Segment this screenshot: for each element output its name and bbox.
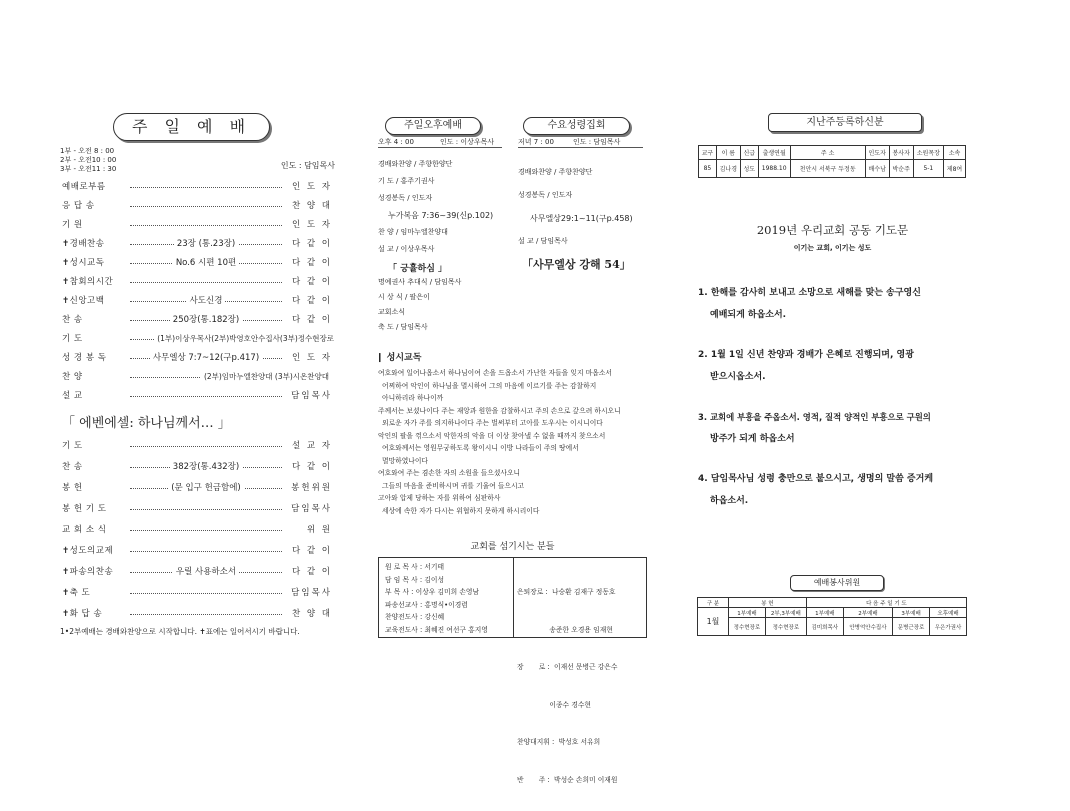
prayer-line: 예배되게 하옵소서.	[710, 310, 787, 320]
afternoon-item: 설 교 / 이상우목사	[378, 245, 435, 253]
order-of-service-2	[62, 440, 332, 610]
order-item: ✝경배찬송 23장 (통.23장) 다 같 이	[62, 239, 332, 249]
order-item: 찬 양 (2부)임마누엘찬양대 (3부)시온찬양대	[62, 371, 332, 383]
servant-line: 은퇴장로 : 나승환 김재구 정동호	[517, 588, 616, 596]
new-members-title-box	[768, 113, 922, 132]
reading-text	[378, 367, 648, 517]
servant-line: 송준한 오경용 임재현	[517, 625, 613, 634]
table-cell: 문병근장로	[893, 618, 930, 636]
order-item: ✝참회의시간 다 같 이	[62, 277, 332, 287]
afternoon-item: 명예권사 추대식 / 담임목사	[378, 278, 462, 286]
table-header: 다 음 주 일 기 도	[806, 598, 966, 608]
table-cell: 85	[699, 160, 717, 178]
table-row	[699, 160, 966, 178]
servant-line: 반 주 : 박성순 손희미 이재원	[517, 775, 618, 784]
prayer-line: 받으시옵소서.	[710, 372, 766, 382]
order-item: 예배로부름 인 도 자	[62, 182, 332, 192]
sunday-service-title: 주 일 예 배	[131, 117, 252, 136]
table-header: 교구	[699, 146, 717, 160]
order-item: 찬 송 250장(통.182장) 다 같 이	[62, 315, 332, 325]
table-header: 2부,3부예배	[765, 608, 806, 618]
table-cell: 성도	[740, 160, 758, 178]
servant-line: 파송선교사 : 홍명식•이경렴	[385, 600, 468, 609]
table-cell: 제8여	[944, 160, 966, 178]
servant-line: 담 임 목 사 : 김이성	[385, 575, 445, 584]
reading-line: 멸망하였나이다	[382, 456, 428, 465]
table-cell: 안병억안수집사	[843, 618, 892, 636]
table-cell: 우은가권사	[930, 618, 967, 636]
reading-title: ❙ 성시교독	[376, 353, 422, 363]
footnote: 1•2부예배는 경배와찬양으로 시작합니다. ✝표에는 일어서시기 바랍니다.	[60, 627, 300, 636]
service-leader: 인도 : 담임목사	[280, 161, 335, 170]
prayer-number: 3.	[698, 412, 708, 422]
afternoon-order	[378, 160, 508, 262]
reading-line: 악인의 팔을 꺾으소서 악한자의 악을 더 이상 찾아낼 수 없을 때까지 찾으소서	[378, 431, 606, 440]
new-members-table	[698, 145, 966, 178]
wednesday-item: 성경봉독 / 인도자	[518, 191, 573, 199]
reading-line: 아니하리라 하나이까	[382, 394, 444, 402]
reading-line: 여호와여 주는 겸손한 자의 소원을 들으셨사오니	[378, 469, 521, 477]
table-cell: 1월	[698, 608, 729, 636]
divider	[513, 558, 514, 637]
order-item: 교 회 소 식 위 원	[62, 525, 332, 535]
table-cell: 정수현장로	[765, 618, 806, 636]
servant-line: 찬양전도사 : 강신혜	[385, 613, 445, 621]
prayer-item	[698, 344, 983, 406]
afternoon-item: 누가복음 7:36~39(신p.102)	[388, 211, 494, 220]
afternoon-service-title-box	[385, 117, 481, 135]
order-item: ✝축 도 담임목사	[62, 588, 332, 598]
wednesday-item: 경배와찬양 / 주향찬양단	[518, 168, 593, 176]
table-header: 오후예배	[930, 608, 967, 618]
table-header-row	[698, 598, 967, 608]
table-header: 이 름	[716, 146, 740, 160]
table-cell: 1988.10	[758, 160, 790, 178]
prayer-line: 한해를 감사히 보내고 소망으로 새해를 맞는 송구영신	[710, 288, 921, 298]
servant-line: 교육전도사 : 최혜진 여선구 홍지영	[385, 625, 488, 634]
duty-title-box	[790, 575, 884, 591]
prayer-item	[698, 406, 983, 468]
table-header-row	[699, 146, 966, 160]
order-item: 봉 헌 (문 입구 헌금함에) 봉헌위원	[62, 483, 332, 493]
afternoon-item: 성경봉독 / 인도자	[378, 194, 433, 202]
table-cell: 5-1	[913, 160, 943, 178]
prayer-line: 방주가 되게 하옵소서	[710, 434, 795, 444]
wednesday-leader: 인도 : 담임목사	[573, 138, 621, 146]
order-item: 설 교 담임목사	[62, 391, 332, 401]
table-cell: 천안시 서북구 두정동	[790, 160, 865, 178]
table-header: 인도자	[865, 146, 889, 160]
table-header: 출생연월	[758, 146, 790, 160]
afternoon-leader: 인도 : 이상우목사	[440, 138, 495, 146]
order-item: 응 답 송 찬 양 대	[62, 201, 332, 211]
order-item: ✝성도의교제 다 같 이	[62, 546, 332, 556]
afternoon-order-2	[378, 278, 508, 338]
afternoon-item: 경배와찬양 / 주향한양단	[378, 160, 453, 168]
order-item: 기 도 (1부)이상우목사(2부)박영호안수집사(3부)정수현장로	[62, 333, 332, 345]
order-item: 봉 헌 기 도 담임목사	[62, 504, 332, 514]
order-item: 기 원 인 도 자	[62, 220, 332, 230]
servant-line: 원 로 목 사 : 서기태	[385, 563, 445, 571]
duty-table	[697, 597, 967, 636]
prayer-list	[698, 282, 983, 530]
reading-line: 외로운 자가 주를 의지하나이다 주는 벌써부터 고아를 도우시는 이시니이다	[382, 419, 603, 427]
table-header: 봉 헌	[729, 598, 807, 608]
servant-line: 부 목 사 : 이상우 김미희 손영남	[385, 588, 480, 596]
order-item: 기 도 설 교 자	[62, 441, 332, 451]
table-header: 주 소	[790, 146, 865, 160]
afternoon-service-title: 주일오후예배	[404, 120, 462, 131]
prayer-number: 2.	[698, 350, 708, 360]
servants-right	[517, 561, 645, 811]
table-header: 신급	[740, 146, 758, 160]
servant-line: 이종수 경수현	[517, 700, 591, 709]
wednesday-item: 설 교 / 담임목사	[518, 237, 568, 245]
prayer-number: 1.	[698, 288, 708, 298]
table-header: 3부예배	[893, 608, 930, 618]
afternoon-item: 찬 양 / 임마누엘찬양대	[378, 228, 448, 236]
service-times	[60, 147, 150, 174]
wednesday-item: 사무엘상29:1~11(구p.458)	[530, 214, 633, 223]
order-of-service-3	[62, 608, 332, 622]
afternoon-item: 축 도 / 담임목사	[378, 323, 428, 331]
reading-line: 여호와께서는 영원무궁하도록 왕이시니 이방 나라들이 주의 땅에서	[382, 444, 579, 452]
order-item: 찬 송 382장(통.432장) 다 같 이	[62, 462, 332, 472]
table-row	[698, 618, 967, 636]
reading-line: 주께서는 보셨나이다 주는 재앙과 원한을 감찰하시고 주의 손으로 갚으려 하시오니	[378, 406, 621, 415]
order-item: ✝파송의찬송 우릴 사용하소서 다 같 이	[62, 567, 332, 577]
divider	[378, 147, 502, 148]
table-header: 2부예배	[843, 608, 892, 618]
afternoon-item: 기 도 / 홍주기권사	[378, 177, 435, 185]
table-cell: 박순주	[889, 160, 913, 178]
wednesday-time: 저녁 7 : 00	[518, 138, 554, 146]
afternoon-time: 오후 4 : 00	[378, 138, 414, 146]
order-item: ✝신앙고백 사도신경 다 같 이	[62, 296, 332, 306]
table-header: 구 분	[698, 598, 729, 608]
table-header: 소속	[944, 146, 966, 160]
wednesday-service-title: 수요성령집회	[547, 120, 606, 131]
reading-line: 여호와여 일어나옵소서 하나님이여 손을 드옵소서 가난한 자들을 잊지 마옵소서	[378, 369, 612, 377]
afternoon-item: 시 상 식 / 팔은이	[378, 293, 430, 301]
table-header: 1부예배	[806, 608, 843, 618]
afternoon-sermon: 「 긍휼하심 」	[388, 264, 448, 274]
table-header: 소원목장	[913, 146, 943, 160]
afternoon-item: 교회소식	[378, 308, 406, 316]
prayer-subtitle: 이기는 교회, 이기는 성도	[793, 244, 872, 252]
prayer-line: 교회에 부흥을 주옵소서. 영적, 질적 양적인 부흥으로 구원의	[709, 412, 931, 422]
order-of-service	[62, 181, 334, 401]
prayer-number: 4.	[698, 474, 708, 484]
servants-box	[378, 557, 647, 784]
duty-title: 예배봉사위원	[813, 578, 861, 587]
reading-line: 어찌하여 악인이 하나님을 멸시하여 그의 마음에 이르기를 주는 감찰하지	[382, 381, 597, 390]
servants-title: 교회를 섬기시는 분들	[470, 542, 555, 552]
prayer-line: 1월 1일 신년 찬양과 경배가 은혜로 진행되며, 영광	[710, 350, 914, 360]
wednesday-service-title-box	[523, 117, 630, 135]
reading-line: 세상에 속한 자가 다시는 위협하지 못하게 하시리이다	[382, 506, 540, 515]
divider	[518, 147, 643, 148]
wednesday-sermon: 「사무엘상 강해 54」	[522, 258, 631, 271]
sunday-service-title-box	[113, 113, 270, 141]
reading-line: 그들의 마음을 준비하시며 귀를 기울여 들으시고	[382, 481, 525, 490]
servants-left	[385, 561, 515, 636]
table-cell: 김나경	[716, 160, 740, 178]
table-header: 봉사자	[889, 146, 913, 160]
service-time-2: 2부 - 오전10 : 00	[60, 156, 117, 164]
table-cell: 정수현장로	[729, 618, 766, 636]
table-header: 1부예배	[729, 608, 766, 618]
order-item: ✝화 답 송 찬 양 대	[62, 609, 332, 619]
table-cell: 김미희목사	[806, 618, 843, 636]
wednesday-order	[518, 168, 648, 260]
prayer-line: 담임목사님 성령 충만으로 붙으시고, 생명의 말씀 증거케	[710, 474, 934, 484]
prayer-line: 하옵소서.	[710, 496, 749, 506]
table-cell: 배수남	[865, 160, 889, 178]
prayer-item	[698, 468, 983, 530]
new-members-title: 지난주등록하신분	[806, 117, 884, 128]
service-time-3: 3부 - 오전11 : 30	[60, 165, 117, 173]
service-time-1: 1부 - 오전 8 : 00	[60, 147, 115, 155]
order-item: 성 경 봉 독 사무엘상 7:7~12(구p.417) 인 도 자	[62, 353, 332, 363]
order-item: ✝성시교독 No.6 시편 10편 다 같 이	[62, 258, 332, 268]
reading-line: 고아와 압제 당하는 자를 위하여 심판하사	[378, 494, 501, 502]
servant-line: 장 로 : 이재선 문병근 강은수	[517, 663, 618, 671]
prayer-title: 2019년 우리교회 공동 기도문	[756, 223, 909, 237]
servant-line: 찬양대지휘 : 박성호 서유희	[517, 738, 601, 746]
prayer-item	[698, 282, 983, 344]
table-subheader-row	[698, 608, 967, 618]
sermon-title: 「 에벤에셀: 하나님께서… 」	[62, 416, 231, 431]
